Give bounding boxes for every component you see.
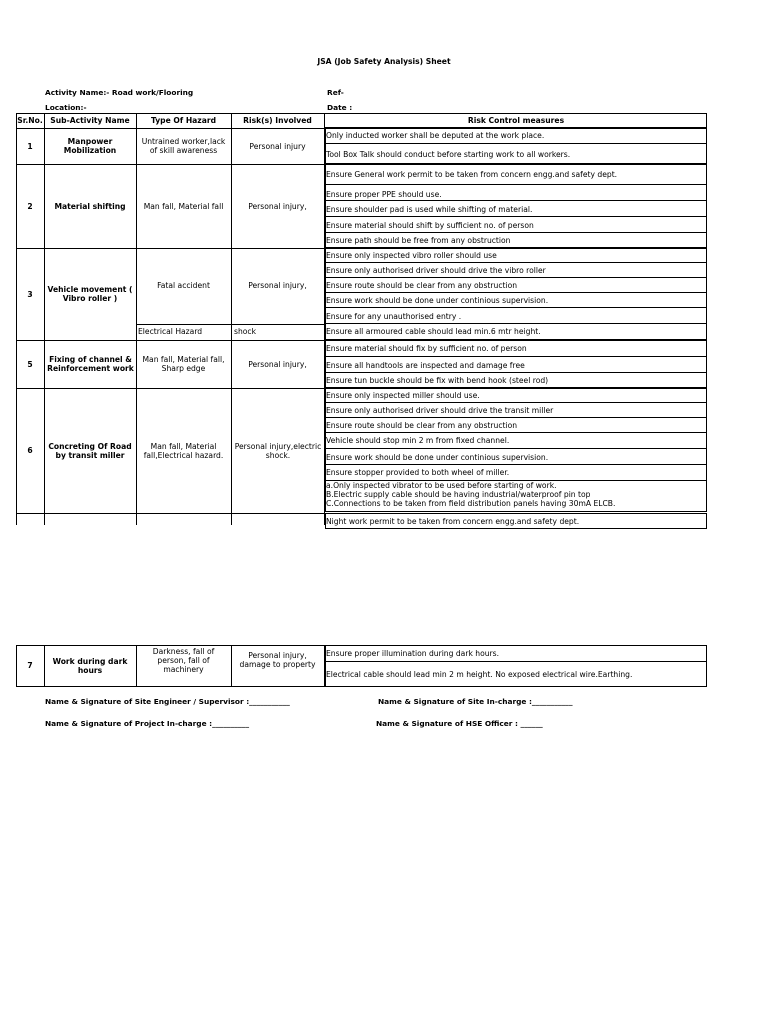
control-item: Ensure only authorised driver should drive the transit miller xyxy=(326,406,554,415)
control-item: Ensure route should be clear from any obstruction xyxy=(326,281,518,290)
row-hazard: Man fall, Material fall,Electrical hazard. xyxy=(143,441,224,460)
row-hazard: Man fall, Material fall xyxy=(143,201,224,211)
control-item: Ensure only inspected miller should use. xyxy=(326,391,480,400)
row-activity: Work during dark hours xyxy=(52,656,128,675)
row-risk: Personal injury, xyxy=(248,201,307,211)
row-activity: Material shifting xyxy=(54,201,126,211)
row-sr: 3 xyxy=(27,289,33,299)
row-hazard: Fatal accident xyxy=(157,280,210,290)
control-item: Ensure only authorised driver should drive the vibro roller xyxy=(326,266,546,275)
control-item: Ensure route should be clear from any obstruction xyxy=(326,421,518,430)
control-item: Ensure material should shift by sufficient no. of person xyxy=(326,221,534,230)
control-item: Night work permit to be taken from concern engg.and safety dept. xyxy=(326,517,580,526)
row-sr: 2 xyxy=(27,201,33,211)
control-item: C.Connections to be taken from field distribution panels having 30mA ELCB. xyxy=(326,499,616,508)
row-sr: 7 xyxy=(27,661,33,670)
row-sr: 1 xyxy=(27,141,33,151)
col-header-sub-activity: Sub-Activity Name xyxy=(50,116,130,125)
project-incharge-signature: Name & Signature of Project In-charge :__________ xyxy=(45,719,250,728)
control-item: a.Only inspected vibrator to be used before starting of work. xyxy=(326,481,557,490)
row-activity: Vehicle movement ( Vibro roller ) xyxy=(47,285,133,303)
col-header-control: Risk Control measures xyxy=(467,116,565,125)
control-item: Ensure shoulder pad is used while shifting of material. xyxy=(326,205,533,214)
activity-name: Activity Name:- Road work/Flooring xyxy=(45,88,194,97)
row-risk: Personal injury xyxy=(249,141,306,151)
control-item: Ensure material should fix by sufficient no. of person xyxy=(326,344,527,353)
control-item: Electrical cable should lead min 2 m height. No exposed electrical wire.Earthing. xyxy=(326,670,633,679)
control-item: Ensure work should be done under continious supervision. xyxy=(326,296,549,305)
control-item: Ensure all handtools are inspected and damage free xyxy=(326,361,525,370)
row-risk: Personal injury, xyxy=(248,280,307,290)
row-hazard: Untrained worker,lack of skill awareness xyxy=(141,137,226,155)
site-engineer-signature: Name & Signature of Site Engineer / Supervisor :___________ xyxy=(45,697,290,706)
sheet-title: JSA (Job Safety Analysis) Sheet xyxy=(317,57,451,66)
row-risk: Personal injury, xyxy=(248,359,307,369)
date-label: Date : xyxy=(327,103,353,112)
location-label: Location:- xyxy=(45,103,87,112)
control-item: Ensure for any unauthorised entry . xyxy=(326,312,462,321)
control-item: Ensure proper PPE should use. xyxy=(326,190,442,199)
row-activity: Manpower Mobilization xyxy=(63,137,117,155)
row-risk: Personal injury, damage to property xyxy=(239,651,316,669)
control-item: Ensure stopper provided to both wheel of miller. xyxy=(326,468,510,477)
control-item: Ensure work should be done under continious supervision. xyxy=(326,453,549,462)
col-header-risk: Risk(s) Involved xyxy=(243,116,312,125)
row-sr: 5 xyxy=(27,359,33,369)
row-sr: 6 xyxy=(27,446,33,455)
row-hazard: Darkness, fall of person, fall of machinery xyxy=(152,646,215,674)
control-item: Ensure tun buckle should be fix with bend hook (steel rod) xyxy=(326,376,549,385)
control-item: Tool Box Talk should conduct before starting work to all workers. xyxy=(326,150,571,159)
row-activity: Fixing of channel & Reinforcement work xyxy=(47,355,134,373)
ref-label: Ref- xyxy=(327,88,344,97)
row-activity: Concreting Of Road by transit miller xyxy=(48,441,132,460)
control-item: Ensure General work permit to be taken from concern engg.and safety dept. xyxy=(326,170,618,179)
control-item: Ensure only inspected vibro roller should use xyxy=(326,251,497,260)
control-item: Vehicle should stop min 2 m from fixed channel. xyxy=(326,436,510,445)
hse-officer-signature: Name & Signature of HSE Officer : ______ xyxy=(376,719,543,728)
row-hazard-2: Electrical Hazard xyxy=(138,327,203,336)
control-item: Ensure path should be free from any obstruction xyxy=(326,236,511,245)
control-item: B.Electric supply cable should be having industrial/waterproof pin top xyxy=(326,490,591,499)
site-incharge-signature: Name & Signature of Site In-charge :___________ xyxy=(378,697,573,706)
control-item: Ensure proper illumination during dark hours. xyxy=(326,649,500,658)
row-risk: Personal injury,electric shock. xyxy=(234,441,322,460)
col-header-sr: Sr.No. xyxy=(17,116,43,125)
col-header-hazard: Type Of Hazard xyxy=(150,116,217,125)
row-risk-2: shock xyxy=(234,327,256,336)
control-item: Ensure all armoured cable should lead min.6 mtr height. xyxy=(326,327,541,336)
control-item: Only inducted worker shall be deputed at the work place. xyxy=(326,131,545,140)
row-hazard: Man fall, Material fall, Sharp edge xyxy=(142,355,225,373)
